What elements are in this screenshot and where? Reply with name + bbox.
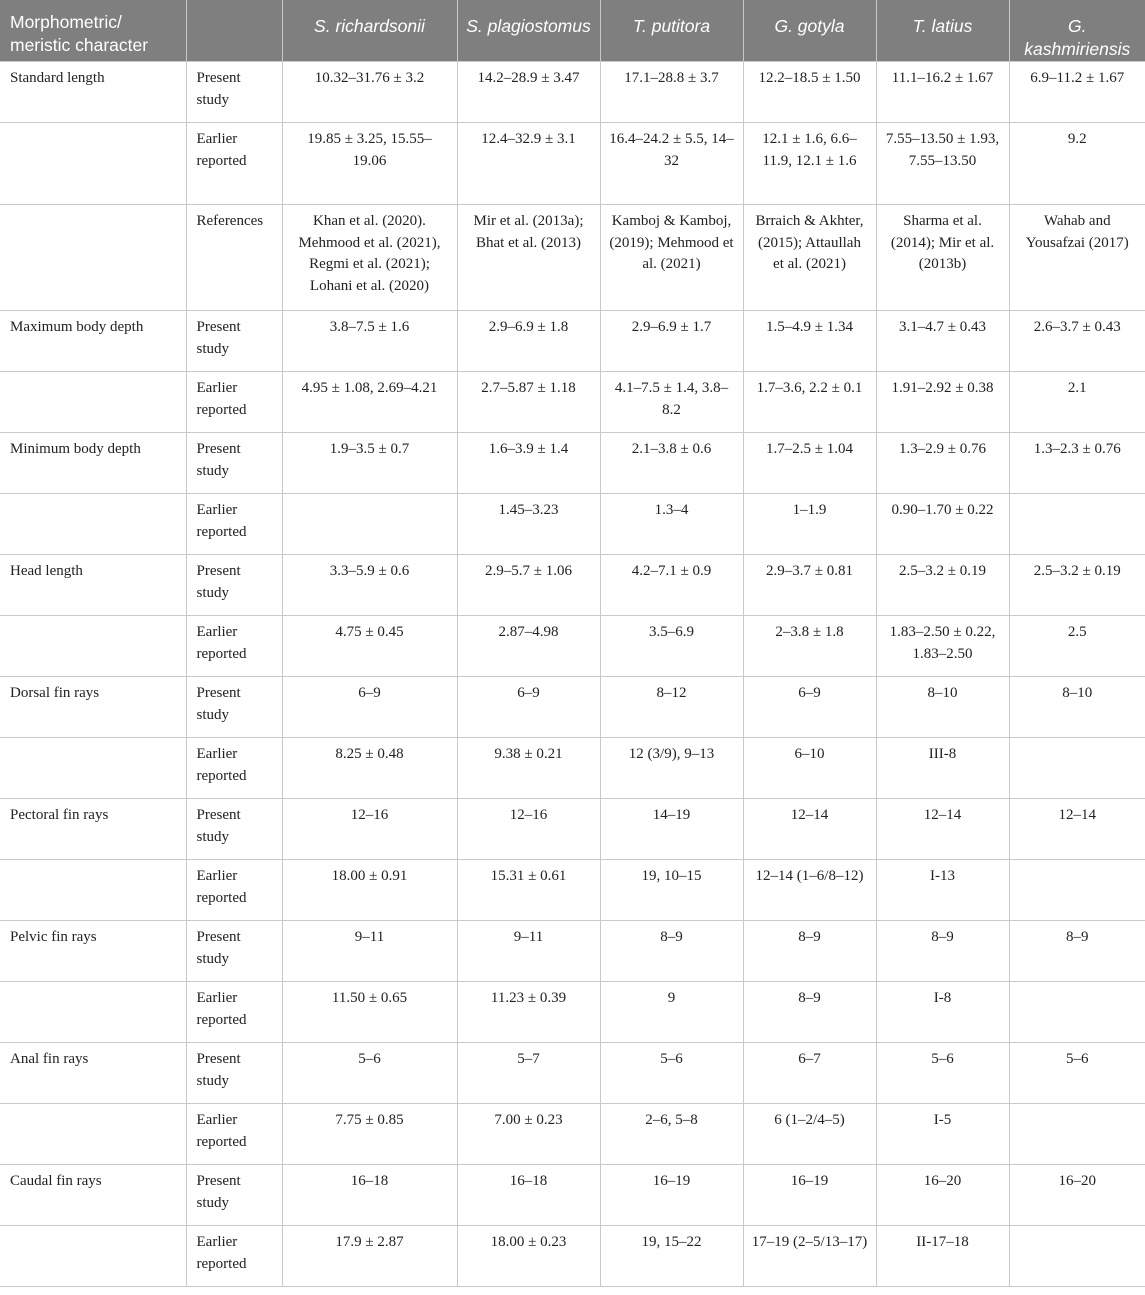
cell-value: 18.00 ± 0.23	[457, 1226, 600, 1287]
cell-value: 2.9–5.7 ± 1.06	[457, 555, 600, 616]
cell-value: 1.7–3.6, 2.2 ± 0.1	[743, 372, 876, 433]
cell-value: 4.75 ± 0.45	[282, 616, 457, 677]
cell-value: 7.75 ± 0.85	[282, 1104, 457, 1165]
cell-value: 1.5–4.9 ± 1.34	[743, 311, 876, 372]
cell-value: 6 (1–2/4–5)	[743, 1104, 876, 1165]
header-species: T. latius	[876, 0, 1009, 62]
row-character: Pelvic fin rays	[0, 921, 186, 982]
row-source: Earlier reported	[186, 738, 282, 799]
row-character: Anal fin rays	[0, 1043, 186, 1104]
cell-value: 2.6–3.7 ± 0.43	[1009, 311, 1145, 372]
cell-value: 10.32–31.76 ± 3.2	[282, 62, 457, 123]
table-row	[0, 1104, 1145, 1165]
row-character	[0, 1226, 186, 1287]
header-source	[186, 0, 282, 62]
cell-value: 6–9	[457, 677, 600, 738]
cell-value: 2–6, 5–8	[600, 1104, 743, 1165]
table-row	[0, 433, 1145, 494]
cell-value: 17–19 (2–5/13–17)	[743, 1226, 876, 1287]
row-source: Earlier reported	[186, 982, 282, 1043]
cell-value: 14–19	[600, 799, 743, 860]
row-source: Earlier reported	[186, 123, 282, 205]
cell-value: 9	[600, 982, 743, 1043]
table-row	[0, 311, 1145, 372]
table-row	[0, 205, 1145, 311]
cell-value: 12.1 ± 1.6, 6.6–11.9, 12.1 ± 1.6	[743, 123, 876, 205]
cell-value: 2.9–3.7 ± 0.81	[743, 555, 876, 616]
cell-value: 9–11	[457, 921, 600, 982]
cell-value: Khan et al. (2020). Mehmood et al. (2021), Regmi et al. (2021); Lohani et al. (2020)	[282, 205, 457, 311]
cell-value	[1009, 982, 1145, 1043]
cell-value: 19.85 ± 3.25, 15.55–19.06	[282, 123, 457, 205]
table-row	[0, 123, 1145, 205]
row-character	[0, 616, 186, 677]
cell-value: Kamboj & Kamboj, (2019); Mehmood et al. (2021)	[600, 205, 743, 311]
cell-value: 12–14	[876, 799, 1009, 860]
cell-value: 1.3–2.9 ± 0.76	[876, 433, 1009, 494]
cell-value: 2–3.8 ± 1.8	[743, 616, 876, 677]
row-character: Standard length	[0, 62, 186, 123]
cell-value: 2.5	[1009, 616, 1145, 677]
cell-value: 12–14	[1009, 799, 1145, 860]
cell-value: 1.6–3.9 ± 1.4	[457, 433, 600, 494]
cell-value: 12.2–18.5 ± 1.50	[743, 62, 876, 123]
header-species: S. plagiostomus	[457, 0, 600, 62]
header-species: S. richardsonii	[282, 0, 457, 62]
row-source: Present study	[186, 433, 282, 494]
table-row	[0, 62, 1145, 123]
cell-value: 6–10	[743, 738, 876, 799]
cell-value: 4.95 ± 1.08, 2.69–4.21	[282, 372, 457, 433]
cell-value: 12–16	[282, 799, 457, 860]
header-species: G. gotyla	[743, 0, 876, 62]
cell-value: 3.5–6.9	[600, 616, 743, 677]
cell-value: 3.1–4.7 ± 0.43	[876, 311, 1009, 372]
cell-value: I-8	[876, 982, 1009, 1043]
cell-value: 5–6	[600, 1043, 743, 1104]
cell-value: 5–6	[1009, 1043, 1145, 1104]
table-row	[0, 372, 1145, 433]
cell-value: 11.23 ± 0.39	[457, 982, 600, 1043]
row-character	[0, 982, 186, 1043]
row-character: Pectoral fin rays	[0, 799, 186, 860]
table-row	[0, 677, 1145, 738]
cell-value	[1009, 738, 1145, 799]
row-character	[0, 494, 186, 555]
cell-value: 18.00 ± 0.91	[282, 860, 457, 921]
cell-value: 8–10	[876, 677, 1009, 738]
cell-value: 8–9	[1009, 921, 1145, 982]
row-source: Earlier reported	[186, 1226, 282, 1287]
table-row	[0, 555, 1145, 616]
cell-value: 6–9	[282, 677, 457, 738]
table-row	[0, 738, 1145, 799]
cell-value: 2.7–5.87 ± 1.18	[457, 372, 600, 433]
cell-value: 0.90–1.70 ± 0.22	[876, 494, 1009, 555]
row-character: Caudal fin rays	[0, 1165, 186, 1226]
cell-value: 2.5–3.2 ± 0.19	[1009, 555, 1145, 616]
cell-value: 16–18	[282, 1165, 457, 1226]
row-source: Present study	[186, 62, 282, 123]
cell-value: 17.1–28.8 ± 3.7	[600, 62, 743, 123]
cell-value: 2.9–6.9 ± 1.8	[457, 311, 600, 372]
cell-value: 17.9 ± 2.87	[282, 1226, 457, 1287]
cell-value: Brraich & Akhter, (2015); Attaullah et al. (2021)	[743, 205, 876, 311]
cell-value: 8–9	[743, 921, 876, 982]
cell-value: Wahab and Yousafzai (2017)	[1009, 205, 1145, 311]
cell-value: 9–11	[282, 921, 457, 982]
cell-value: 2.5–3.2 ± 0.19	[876, 555, 1009, 616]
cell-value	[1009, 494, 1145, 555]
cell-value	[1009, 1104, 1145, 1165]
cell-value: 5–6	[876, 1043, 1009, 1104]
cell-value: 11.1–16.2 ± 1.67	[876, 62, 1009, 123]
table-row	[0, 616, 1145, 677]
cell-value: 4.2–7.1 ± 0.9	[600, 555, 743, 616]
row-source: Present study	[186, 1043, 282, 1104]
cell-value: 12–14	[743, 799, 876, 860]
cell-value: 6–7	[743, 1043, 876, 1104]
row-source: Present study	[186, 555, 282, 616]
row-source: Present study	[186, 1165, 282, 1226]
cell-value: 1.83–2.50 ± 0.22, 1.83–2.50	[876, 616, 1009, 677]
cell-value	[1009, 1226, 1145, 1287]
cell-value: 2.1–3.8 ± 0.6	[600, 433, 743, 494]
cell-value: 1.3–4	[600, 494, 743, 555]
cell-value: 7.55–13.50 ± 1.93, 7.55–13.50	[876, 123, 1009, 205]
table-row	[0, 1043, 1145, 1104]
row-source: References	[186, 205, 282, 311]
cell-value: 8–9	[876, 921, 1009, 982]
row-source: Present study	[186, 677, 282, 738]
cell-value: I-13	[876, 860, 1009, 921]
row-character	[0, 205, 186, 311]
row-character: Minimum body depth	[0, 433, 186, 494]
cell-value: 4.1–7.5 ± 1.4, 3.8–8.2	[600, 372, 743, 433]
row-character	[0, 738, 186, 799]
cell-value	[1009, 860, 1145, 921]
row-source: Earlier reported	[186, 372, 282, 433]
cell-value: 1.9–3.5 ± 0.7	[282, 433, 457, 494]
cell-value: 5–7	[457, 1043, 600, 1104]
cell-value: 1.3–2.3 ± 0.76	[1009, 433, 1145, 494]
cell-value: 1–1.9	[743, 494, 876, 555]
cell-value: III-8	[876, 738, 1009, 799]
row-source: Earlier reported	[186, 860, 282, 921]
cell-value: 9.38 ± 0.21	[457, 738, 600, 799]
cell-value: 2.1	[1009, 372, 1145, 433]
row-character	[0, 1104, 186, 1165]
cell-value: 16–19	[600, 1165, 743, 1226]
header-character: Morphometric/ meristic character	[0, 0, 186, 62]
cell-value: 16–20	[1009, 1165, 1145, 1226]
cell-value: 8–9	[600, 921, 743, 982]
cell-value: 19, 10–15	[600, 860, 743, 921]
cell-value: 8–10	[1009, 677, 1145, 738]
cell-value: 19, 15–22	[600, 1226, 743, 1287]
cell-value: II-17–18	[876, 1226, 1009, 1287]
row-source: Earlier reported	[186, 1104, 282, 1165]
cell-value: 3.3–5.9 ± 0.6	[282, 555, 457, 616]
row-source: Present study	[186, 311, 282, 372]
cell-value: 12 (3/9), 9–13	[600, 738, 743, 799]
cell-value: 7.00 ± 0.23	[457, 1104, 600, 1165]
table-row	[0, 799, 1145, 860]
cell-value: 16–19	[743, 1165, 876, 1226]
cell-value: I-5	[876, 1104, 1009, 1165]
cell-value: 16–18	[457, 1165, 600, 1226]
row-character: Head length	[0, 555, 186, 616]
header-row	[0, 0, 1145, 62]
table-row	[0, 1226, 1145, 1287]
table-row	[0, 860, 1145, 921]
cell-value: 8–12	[600, 677, 743, 738]
cell-value: 3.8–7.5 ± 1.6	[282, 311, 457, 372]
cell-value: 6–9	[743, 677, 876, 738]
row-source: Present study	[186, 921, 282, 982]
cell-value: 6.9–11.2 ± 1.67	[1009, 62, 1145, 123]
cell-value: 12–14 (1–6/8–12)	[743, 860, 876, 921]
cell-value: Sharma et al. (2014); Mir et al. (2013b)	[876, 205, 1009, 311]
header-species: T. putitora	[600, 0, 743, 62]
row-character	[0, 123, 186, 205]
header-species: G. kashmiriensis	[1009, 0, 1145, 62]
cell-value: 12–16	[457, 799, 600, 860]
table-row	[0, 494, 1145, 555]
table-row	[0, 982, 1145, 1043]
cell-value: 2.9–6.9 ± 1.7	[600, 311, 743, 372]
cell-value: 16.4–24.2 ± 5.5, 14–32	[600, 123, 743, 205]
cell-value: 1.91–2.92 ± 0.38	[876, 372, 1009, 433]
row-character: Maximum body depth	[0, 311, 186, 372]
row-source: Earlier reported	[186, 494, 282, 555]
row-character: Dorsal fin rays	[0, 677, 186, 738]
cell-value: 9.2	[1009, 123, 1145, 205]
cell-value: 12.4–32.9 ± 3.1	[457, 123, 600, 205]
cell-value: 8–9	[743, 982, 876, 1043]
row-source: Earlier reported	[186, 616, 282, 677]
cell-value	[282, 494, 457, 555]
cell-value: 1.45–3.23	[457, 494, 600, 555]
cell-value: 2.87–4.98	[457, 616, 600, 677]
cell-value: 14.2–28.9 ± 3.47	[457, 62, 600, 123]
cell-value: 15.31 ± 0.61	[457, 860, 600, 921]
row-character	[0, 860, 186, 921]
cell-value: 5–6	[282, 1043, 457, 1104]
cell-value: 16–20	[876, 1165, 1009, 1226]
cell-value: Mir et al. (2013a); Bhat et al. (2013)	[457, 205, 600, 311]
row-character	[0, 372, 186, 433]
cell-value: 11.50 ± 0.65	[282, 982, 457, 1043]
cell-value: 1.7–2.5 ± 1.04	[743, 433, 876, 494]
table-row	[0, 921, 1145, 982]
row-source: Present study	[186, 799, 282, 860]
table-row	[0, 1165, 1145, 1226]
cell-value: 8.25 ± 0.48	[282, 738, 457, 799]
